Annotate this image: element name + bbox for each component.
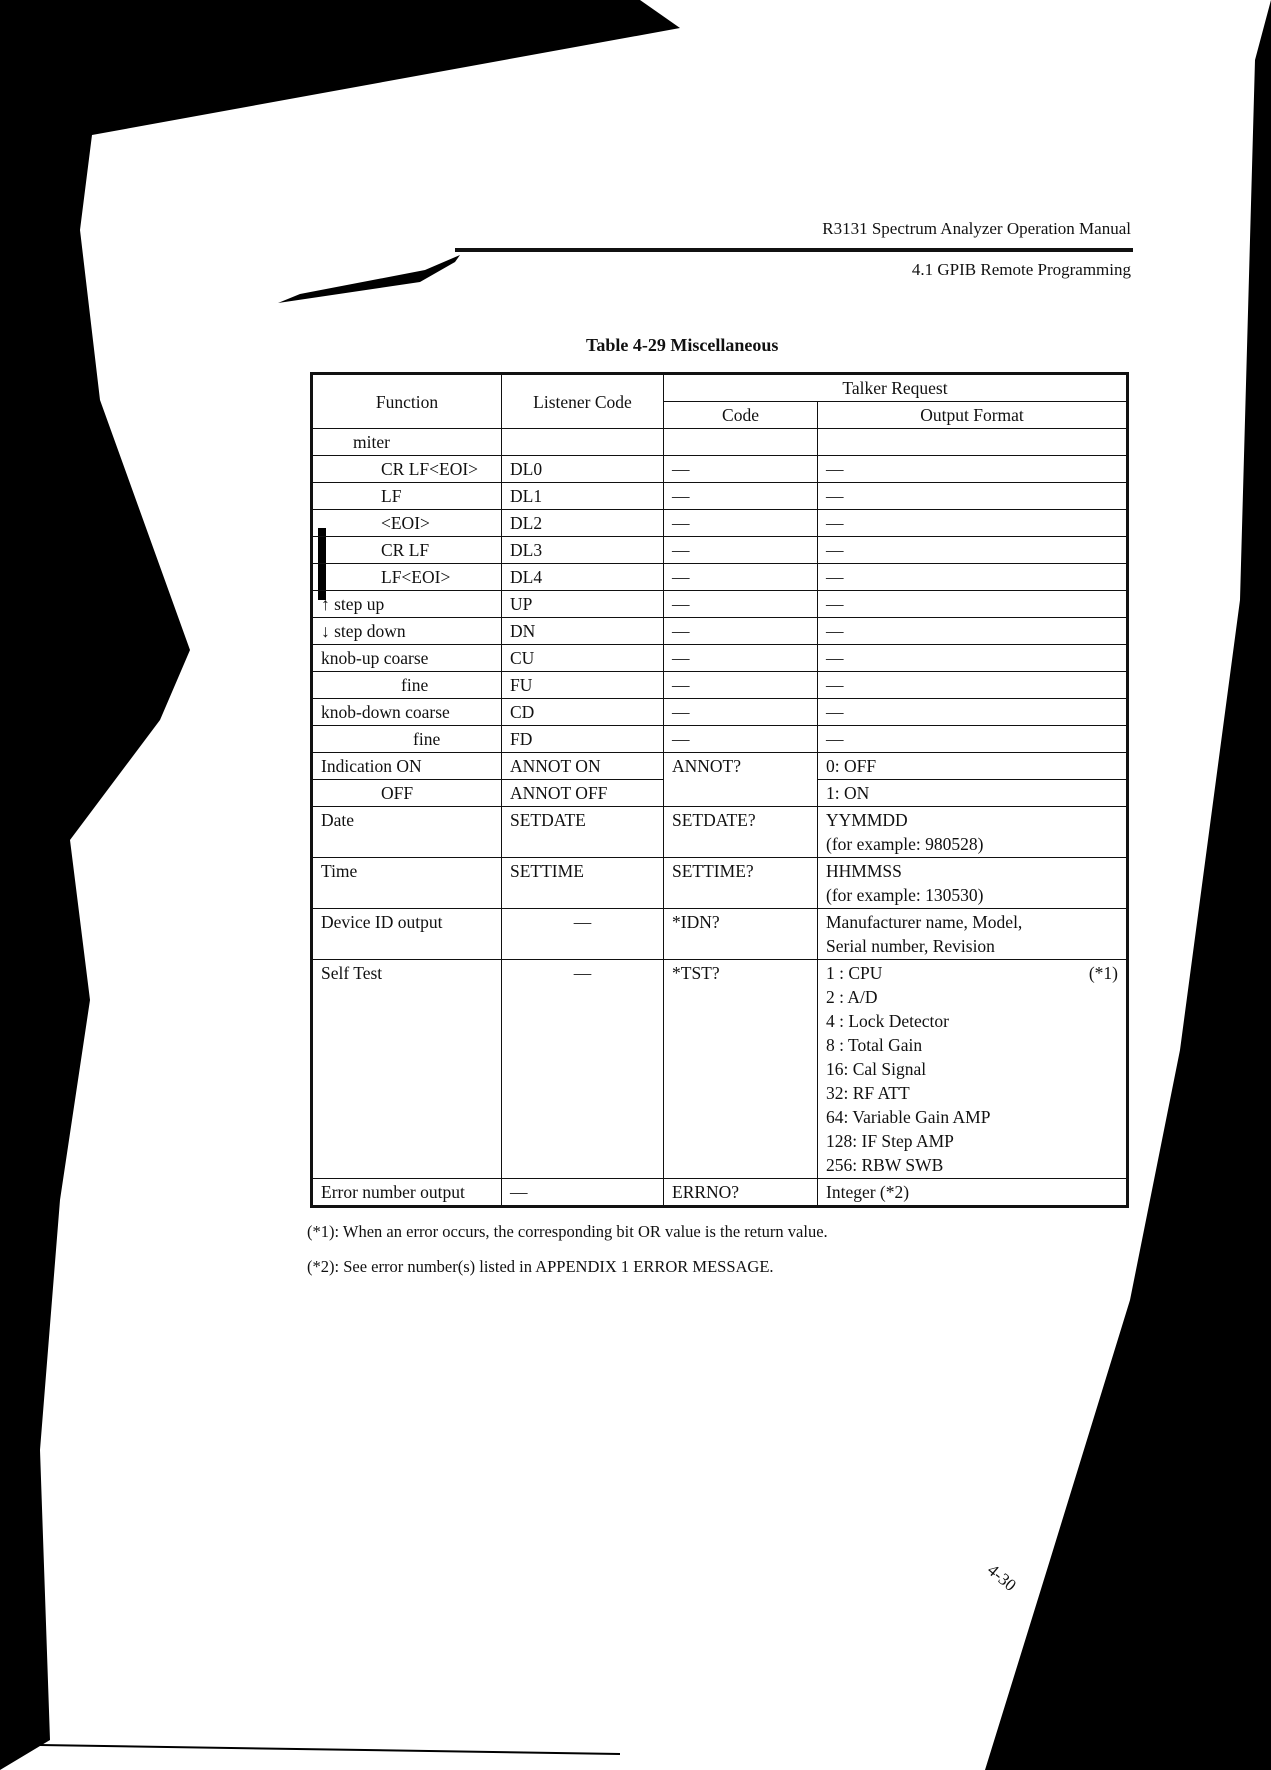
cell-code: — [664,645,818,672]
miscellaneous-table [310,372,1129,1208]
cell-listener: DL4 [502,564,664,591]
left-dark-edge [0,0,190,1770]
cell-format [818,960,1128,1179]
cell-listener: ANNOT ON [502,753,664,780]
cell-code: SETTIME? [664,858,818,909]
cell-function: ↑ step up [312,591,502,618]
format-line: 8 : Total Gain [826,1035,923,1055]
footnote-2: (*2): See error number(s) listed in APPENDIX 1 ERROR MESSAGE. [307,1257,774,1276]
cell-code: — [664,564,818,591]
format-line: YYMMDD [826,810,908,830]
cell-listener: FU [502,672,664,699]
cell-listener: CD [502,699,664,726]
cell-listener: UP [502,591,664,618]
cell-format [818,909,1128,960]
cell-listener: DN [502,618,664,645]
footnote-1: (*1): When an error occurs, the corresponding bit OR value is the return value. [307,1222,828,1241]
cell-listener: — [502,1179,664,1207]
format-line: 2 : A/D [826,987,878,1007]
format-line: 256: RBW SWB [826,1155,944,1175]
header-talker-request: Talker Request [664,374,1128,402]
cell-listener: DL1 [502,483,664,510]
table-row [312,429,1128,456]
table-row [312,699,1128,726]
table-row [312,564,1128,591]
table-row [312,753,1128,780]
cell-format: — [818,726,1128,753]
cell-listener: FD [502,726,664,753]
cell-code: *IDN? [664,909,818,960]
cell-listener: SETTIME [502,858,664,909]
format-line: Serial number, Revision [826,936,995,956]
table-row [312,858,1128,909]
table-row [312,645,1128,672]
cell-code: ERRNO? [664,1179,818,1207]
page-number: 4-30 [983,1560,1020,1595]
cell-code: *TST? [664,960,818,1179]
cell-function: OFF [312,780,502,807]
cell-code: — [664,483,818,510]
section-title: 4.1 GPIB Remote Programming [911,260,1131,279]
manual-title: R3131 Spectrum Analyzer Operation Manual [822,219,1131,238]
cell-listener: — [502,909,664,960]
cell-code: — [664,591,818,618]
cell-format: — [818,699,1128,726]
cell-function: LF [312,483,502,510]
top-left-dark-wedge [92,0,680,135]
cell-function: Device ID output [312,909,502,960]
table-row [312,726,1128,753]
cell-function: LF<EOI> [312,564,502,591]
cell-function: CR LF<EOI> [312,456,502,483]
table-row [312,456,1128,483]
cell-code: — [664,726,818,753]
cell-format: — [818,591,1128,618]
format-line: HHMMSS [826,861,902,881]
table-row [312,591,1128,618]
cell-format: 1: ON [818,780,1128,807]
cell-format: — [818,645,1128,672]
header-listener-code: Listener Code [502,374,664,429]
cell-function: knob-down coarse [312,699,502,726]
cell-listener: — [502,960,664,1179]
cell-code: — [664,618,818,645]
cell-format [818,858,1128,909]
table-row [312,909,1128,960]
table-row [312,510,1128,537]
cell-format: — [818,483,1128,510]
slanted-stroke [278,255,460,303]
cell-function: fine [312,672,502,699]
format-line: Manufacturer name, Model, [826,912,1023,932]
cell-format: — [818,672,1128,699]
table-row [312,1179,1128,1207]
footnote-ref: (*1) [1088,963,1119,983]
bottom-rule [40,1745,620,1754]
cell-code: — [664,456,818,483]
cell-function: fine [312,726,502,753]
cell-listener: DL0 [502,456,664,483]
table-row [312,960,1128,1179]
cell-format: — [818,618,1128,645]
cell-code: SETDATE? [664,807,818,858]
cell-format: — [818,564,1128,591]
cell-code: — [664,699,818,726]
format-line: 64: Variable Gain AMP [826,1107,991,1127]
cell-function: CR LF [312,537,502,564]
cell-function: Error number output [312,1179,502,1207]
cell-format: — [818,456,1128,483]
table-row [312,537,1128,564]
cell-format: 0: OFF [818,753,1128,780]
header-code: Code [664,402,818,429]
cell-function: ↓ step down [312,618,502,645]
format-line: 4 : Lock Detector [826,1011,949,1031]
header-rule [455,248,1133,252]
table-row [312,483,1128,510]
cell-listener: ANNOT OFF [502,780,664,807]
format-line: (for example: 980528) [826,834,984,854]
cell-format [818,807,1128,858]
cell-format: Integer (*2) [818,1179,1128,1207]
format-line: 32: RF ATT [826,1083,910,1103]
delimiter-label: miter [312,429,502,456]
header-function: Function [312,374,502,429]
cell-function: Time [312,858,502,909]
cell-listener: CU [502,645,664,672]
cell-function: knob-up coarse [312,645,502,672]
cell-code: — [664,672,818,699]
cell-listener: SETDATE [502,807,664,858]
format-line: 1 : CPU (*1) [826,963,1119,983]
cell-function: Indication ON [312,753,502,780]
table-row [312,807,1128,858]
cell-format: — [818,537,1128,564]
cell-listener: DL2 [502,510,664,537]
cell-function: <EOI> [312,510,502,537]
format-line: 16: Cal Signal [826,1059,927,1079]
cell-code: — [664,510,818,537]
cell-function: Self Test [312,960,502,1179]
cell-code: — [664,537,818,564]
cell-listener: DL3 [502,537,664,564]
cell-function: Date [312,807,502,858]
table-row [312,672,1128,699]
header-output-format: Output Format [818,402,1128,429]
table-row [312,618,1128,645]
format-line: 128: IF Step AMP [826,1131,954,1151]
table-title: Table 4-29 Miscellaneous [586,335,779,355]
format-line: (for example: 130530) [826,885,984,905]
cell-format: — [818,510,1128,537]
cell-code: ANNOT? [664,753,818,807]
